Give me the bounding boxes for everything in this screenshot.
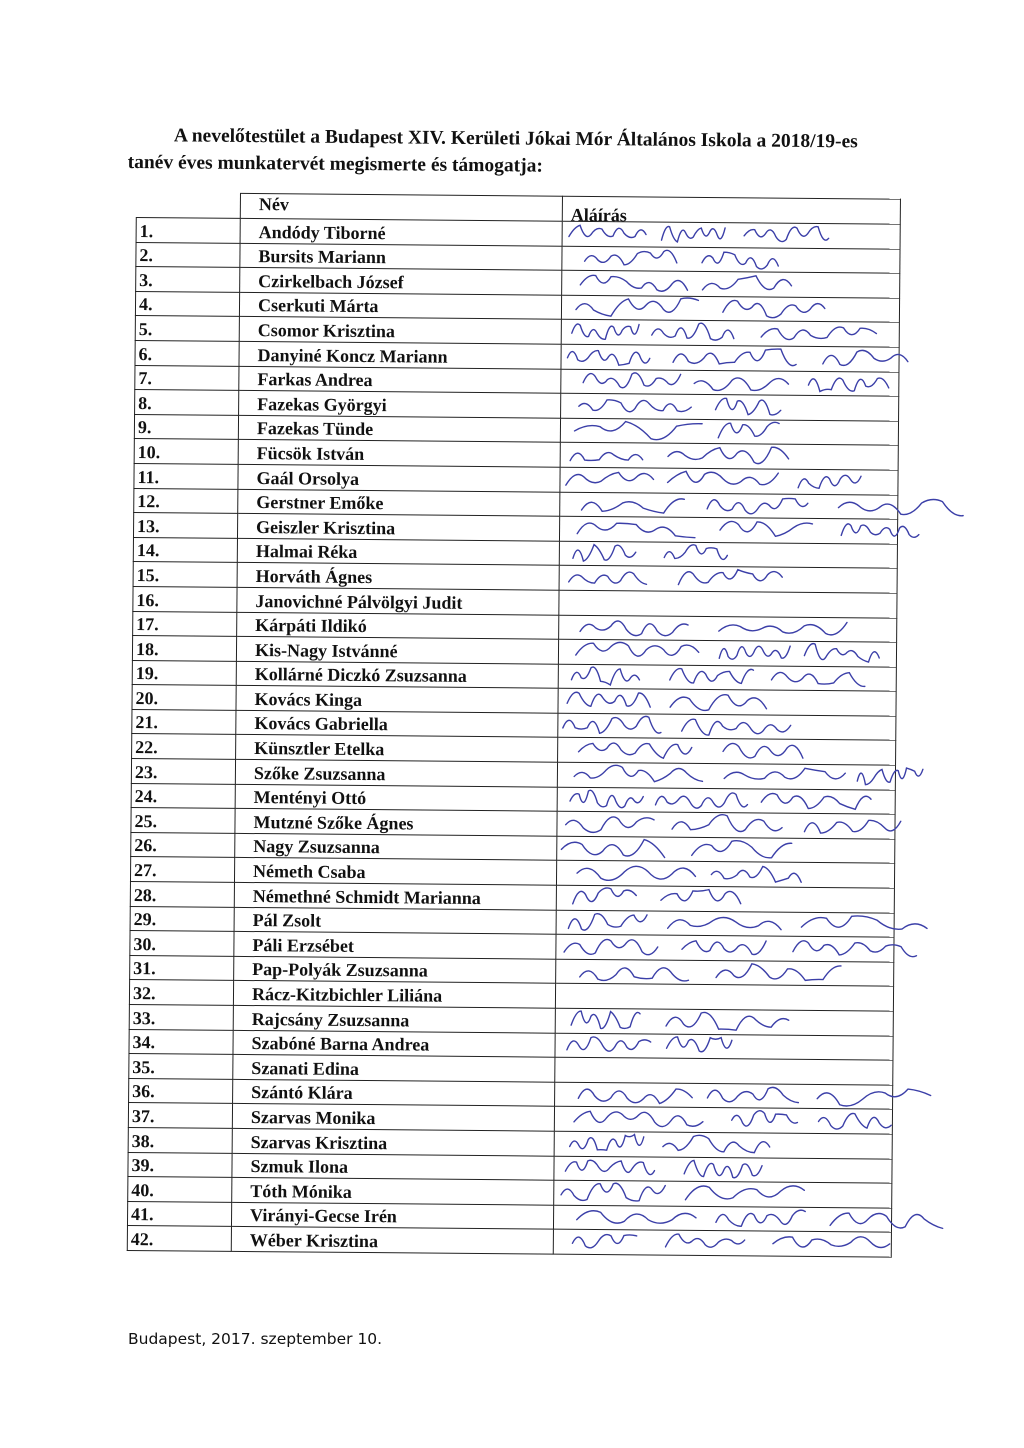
row-name: Kárpáti Ildikó (237, 612, 559, 639)
row-name: Szántó Klára (233, 1079, 555, 1106)
row-name: Geiszler Krisztina (237, 514, 559, 541)
row-signature-cell (556, 959, 894, 987)
row-name: Kis-Nagy Istvánné (236, 636, 558, 663)
row-name: Tóth Mónika (232, 1178, 554, 1205)
signature-stroke (661, 226, 725, 242)
row-name: Pál Zsolt (234, 907, 556, 934)
row-signature-cell (553, 1230, 891, 1258)
signature-stroke (661, 889, 741, 903)
row-number: 33. (129, 1004, 233, 1030)
row-number: 18. (132, 636, 236, 662)
signature-stroke (718, 422, 779, 438)
row-number: 10. (134, 439, 238, 465)
row-number: 37. (128, 1103, 232, 1129)
row-number: 35. (129, 1054, 233, 1080)
signature-stroke (716, 1209, 805, 1226)
row-number: 11. (134, 463, 238, 489)
signature-stroke (720, 521, 813, 536)
signature-stroke (652, 323, 734, 340)
row-name: Szarvas Monika (232, 1104, 554, 1131)
signature-stroke (579, 400, 691, 413)
signature-stroke (744, 226, 829, 242)
row-name: Czirkelbach József (240, 268, 562, 295)
heading-line-2: tanév éves munkatervét megismerte és támogatja: (127, 151, 544, 177)
signature-stroke (566, 472, 654, 486)
signature-stroke (692, 840, 792, 858)
row-name: Rajcsány Zsuzsanna (233, 1005, 555, 1032)
row-number: 17. (133, 611, 237, 637)
signature-stroke (761, 327, 876, 341)
signature-stroke (841, 524, 919, 538)
signature-stroke (707, 1087, 798, 1103)
signature-stroke (572, 1235, 636, 1249)
signature-stroke (567, 692, 650, 707)
signature-stroke (702, 276, 791, 291)
signature-stroke (569, 572, 647, 585)
row-number: 29. (130, 906, 234, 932)
signature-stroke (569, 225, 646, 237)
signature-stroke (723, 744, 803, 759)
row-number: 25. (131, 808, 235, 834)
row-number: 34. (129, 1029, 233, 1055)
signature-stroke (585, 249, 677, 265)
signature-stroke (583, 372, 681, 388)
row-number: 13. (133, 513, 237, 539)
heading-line-1: A nevelőtestület a Budapest XIV. Kerületi Jókai Mór Általános Iskola a 2018/19-es (173, 125, 858, 153)
signature-stroke (667, 1036, 732, 1051)
row-name: Pap-Polyák Zsuzsanna (234, 956, 556, 983)
signature-stroke (580, 967, 689, 981)
row-name: Mutzné Szőke Ágnes (235, 809, 557, 836)
row-name: Gerstner Emőke (238, 489, 560, 516)
signature-stroke (570, 1134, 644, 1151)
signature-stroke (716, 963, 841, 980)
row-name: Szőke Zsuzsanna (235, 759, 557, 786)
signature-stroke (572, 324, 639, 340)
signature-stroke (673, 348, 796, 365)
row-name: Halmai Réka (237, 538, 559, 565)
signature-stroke (771, 672, 865, 686)
signature-stroke (664, 544, 727, 559)
row-number: 8. (135, 390, 239, 416)
row-number: 9. (134, 414, 238, 440)
row-name: Szmuk Ilona (232, 1153, 554, 1180)
signature-stroke (719, 646, 790, 660)
signature-stroke (682, 941, 766, 955)
signature-stroke (719, 621, 847, 635)
signature-stroke (567, 1036, 651, 1051)
row-name: Gaál Orsolya (238, 464, 560, 491)
signature-stroke (801, 915, 927, 929)
signature-stroke (563, 716, 661, 734)
row-number: 38. (128, 1127, 232, 1153)
signature-stroke (570, 790, 643, 808)
signature-stroke (773, 1236, 890, 1248)
signature-stroke (574, 1112, 703, 1128)
signature-stroke (568, 913, 647, 930)
signature-stroke (663, 1135, 770, 1153)
signature-sheet (127, 192, 900, 1258)
signature-stroke (798, 475, 861, 489)
row-name: Andódy Tiborné (240, 218, 562, 245)
signature-stroke (684, 1160, 762, 1178)
row-number: 12. (134, 488, 238, 514)
row-number: 20. (132, 685, 236, 711)
row-name: Danyiné Koncz Mariann (239, 341, 561, 368)
row-number: 1. (136, 218, 240, 244)
row-number: 15. (133, 562, 237, 588)
signature-stroke (574, 765, 702, 782)
signature-stroke (565, 1160, 654, 1175)
row-number: 32. (129, 980, 233, 1006)
signature-column-header: Aláírás (562, 196, 900, 224)
signature-stroke (577, 1210, 696, 1223)
row-name: Fazekas Györgyi (239, 391, 561, 418)
handwritten-signature (554, 1224, 892, 1261)
row-number: 41. (127, 1201, 231, 1227)
table-body (127, 218, 900, 1258)
row-name: Nagy Zsuzsanna (235, 833, 557, 860)
row-number: 27. (130, 857, 234, 883)
number-column-header (136, 193, 240, 219)
row-name: Künsztler Etelka (236, 735, 558, 762)
signature-stroke (573, 544, 636, 561)
signature-stroke (576, 642, 699, 657)
signature-stroke (668, 447, 789, 465)
row-number: 7. (135, 365, 239, 391)
row-number: 39. (128, 1152, 232, 1178)
row-number: 28. (130, 882, 234, 908)
row-name: Fücsök István (238, 440, 560, 467)
row-name: Csomor Krisztina (239, 317, 561, 344)
row-name: Kovács Gabriella (236, 710, 558, 737)
signature-stroke (804, 644, 879, 663)
signature-stroke (570, 453, 643, 462)
row-name: Rácz-Kitzbichler Liliána (233, 981, 555, 1008)
row-number: 4. (135, 291, 239, 317)
row-number: 36. (129, 1078, 233, 1104)
signature-stroke (715, 398, 780, 415)
row-name: Szabóné Barna Andrea (233, 1030, 555, 1057)
row-name: Kollárné Diczkó Zsuzsanna (236, 661, 558, 688)
row-number: 21. (132, 709, 236, 735)
signature-stroke (655, 792, 747, 808)
row-name: Mentényi Ottó (235, 784, 557, 811)
row-number: 6. (135, 340, 239, 366)
row-number: 5. (135, 316, 239, 342)
row-number: 30. (130, 931, 234, 957)
row-number: 23. (131, 759, 235, 785)
row-number: 42. (127, 1226, 231, 1252)
row-name: Némethné Schmidt Marianna (234, 882, 556, 909)
table-row (127, 1226, 891, 1257)
signature-stroke (561, 1183, 665, 1201)
signature-table (127, 192, 901, 1258)
row-name: Kovács Kinga (236, 686, 558, 713)
signature-stroke (571, 667, 639, 685)
signature-stroke (678, 569, 782, 585)
row-name: Páli Erzsébet (234, 932, 556, 959)
signature-stroke (724, 768, 845, 780)
row-name: Németh Csaba (234, 858, 556, 885)
row-number: 19. (132, 660, 236, 686)
row-name: Horváth Ágnes (237, 563, 559, 590)
signature-stroke (666, 1234, 745, 1248)
row-name: Cserkuti Márta (239, 292, 561, 319)
signature-stroke (761, 793, 871, 809)
signature-stroke (573, 888, 637, 905)
signature-stroke (672, 815, 782, 833)
row-signature-cell (555, 1033, 893, 1061)
signature-stroke (668, 471, 779, 485)
row-signature-cell (559, 566, 897, 594)
row-name: Virányi-Gecse Irén (231, 1202, 553, 1229)
signature-stroke (670, 668, 754, 683)
row-name: Szanati Edina (233, 1055, 555, 1082)
signature-stroke (793, 941, 917, 957)
signature-stroke (685, 1185, 804, 1201)
row-number: 14. (133, 537, 237, 563)
signature-stroke (571, 1011, 640, 1029)
row-number: 22. (132, 734, 236, 760)
document-heading (128, 122, 918, 183)
row-name: Szarvas Krisztina (232, 1128, 554, 1155)
name-column-header: Név (240, 193, 562, 221)
row-number: 3. (136, 267, 240, 293)
signature-stroke (857, 768, 923, 786)
row-number: 24. (131, 783, 235, 809)
row-name: Farkas Andrea (239, 366, 561, 393)
row-name: Janovichné Pálvölgyi Judit (237, 587, 559, 614)
signature-stroke (668, 917, 781, 930)
row-number: 16. (133, 586, 237, 612)
row-name: Wéber Krisztina (231, 1227, 553, 1254)
row-number: 26. (131, 832, 235, 858)
row-number: 31. (130, 955, 234, 981)
signature-stroke (732, 1111, 798, 1127)
place-and-date: Budapest, 2017. szeptember 10. (128, 1330, 383, 1348)
row-name: Bursits Mariann (240, 243, 562, 270)
signature-stroke (823, 350, 908, 366)
row-number: 2. (136, 242, 240, 268)
row-name: Fazekas Tünde (238, 415, 560, 442)
row-number: 40. (128, 1177, 232, 1203)
